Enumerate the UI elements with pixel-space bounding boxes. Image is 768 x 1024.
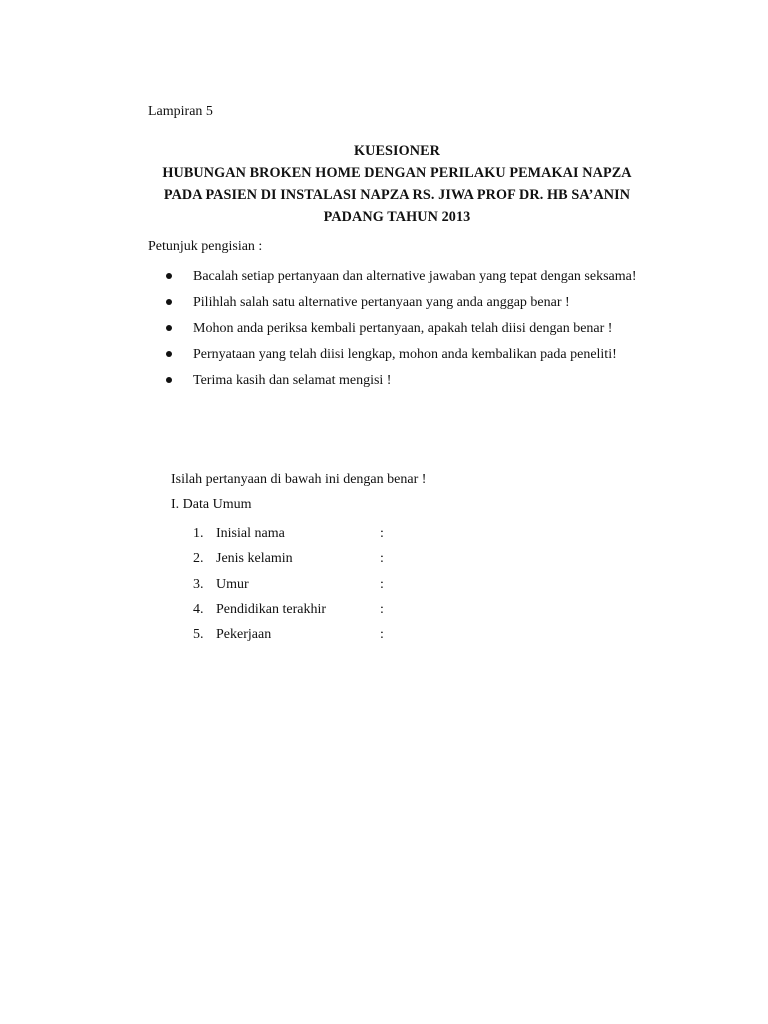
field-separator: : — [380, 601, 384, 617]
section-title: I. Data Umum — [171, 497, 252, 512]
instruction-text: Bacalah setiap pertanyaan dan alternative jawaban yang tepat dengan seksama! — [193, 269, 637, 284]
instruction-item — [166, 342, 666, 367]
instruction-item — [166, 316, 666, 341]
attachment-label: Lampiran 5 — [148, 104, 213, 119]
instruction-item — [166, 290, 666, 315]
instruction-item — [166, 368, 666, 393]
field-label: Jenis kelamin — [216, 551, 293, 567]
field-label: Pendidikan terakhir — [216, 601, 327, 617]
title-line-1: KUESIONER — [353, 143, 441, 159]
data-field-row — [193, 546, 390, 571]
title-line-4: PADANG TAHUN 2013 — [323, 209, 471, 225]
field-separator: : — [380, 551, 384, 567]
questionnaire-title — [130, 140, 664, 228]
field-separator: : — [380, 627, 384, 643]
bullet-icon — [166, 325, 172, 331]
field-label: Pekerjaan — [216, 627, 272, 643]
instruction-text: Terima kasih dan selamat mengisi ! — [193, 373, 392, 388]
field-number: 3. — [193, 576, 204, 592]
field-number: 2. — [193, 551, 204, 567]
title-line-3: PADA PASIEN DI INSTALASI NAPZA RS. JIWA PROF DR. HB SA’ANIN — [163, 187, 631, 203]
bullet-icon — [166, 351, 172, 357]
instructions-heading: Petunjuk pengisian : — [148, 239, 263, 254]
title-line-2: HUBUNGAN BROKEN HOME DENGAN PERILAKU PEMAKAI NAPZA — [162, 165, 632, 181]
bullet-icon — [166, 273, 172, 279]
data-field-row — [193, 597, 390, 622]
data-field-row — [193, 521, 390, 546]
instruction-text: Mohon anda periksa kembali pertanyaan, apakah telah diisi dengan benar ! — [193, 321, 613, 336]
field-number: 5. — [193, 627, 204, 643]
fill-instruction: Isilah pertanyaan di bawah ini dengan benar ! — [171, 472, 427, 487]
field-separator: : — [380, 526, 384, 541]
data-field-row — [193, 572, 390, 597]
instructions-list — [166, 264, 666, 394]
data-fields-list — [193, 521, 390, 647]
bullet-icon — [166, 377, 172, 383]
data-field-row — [193, 622, 390, 647]
instruction-text: Pernyataan yang telah diisi lengkap, mohon anda kembalikan pada peneliti! — [193, 347, 617, 362]
field-label: Inisial nama — [216, 526, 285, 541]
instruction-text: Pilihlah salah satu alternative pertanyaan yang anda anggap benar ! — [193, 295, 570, 310]
instruction-item — [166, 264, 666, 289]
field-separator: : — [380, 576, 384, 592]
field-label: Umur — [216, 576, 249, 592]
field-number: 4. — [193, 601, 204, 617]
bullet-icon — [166, 299, 172, 305]
field-number: 1. — [193, 526, 204, 541]
